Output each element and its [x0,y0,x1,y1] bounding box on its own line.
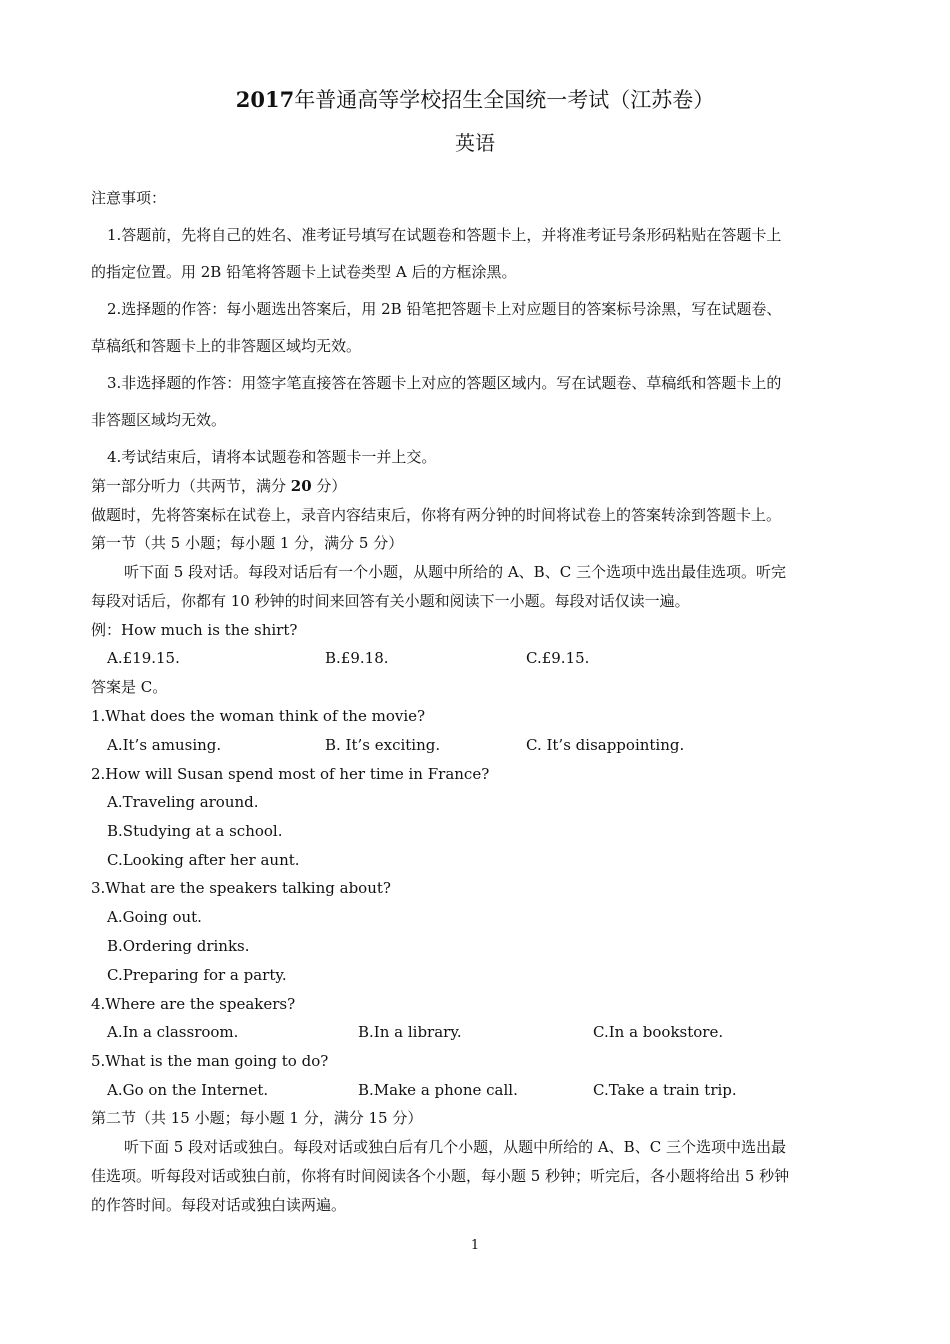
question-1-option-a: A.It’s amusing. [107,736,222,754]
question-4-option-a: A.In a classroom. [107,1023,239,1041]
example-option-c: C.£9.15. [526,649,590,667]
title-text: 年普通高等学校招生全国统一考试（江苏卷） [294,88,715,112]
part1-instruction: 做题时，先将答案标在试卷上，录音内容结束后，你将有两分钟的时间将试卷上的答案转涂到答题卡上。 [91,506,782,524]
question-4-option-b: B.In a library. [358,1023,462,1041]
section2-instruction-line1: 听下面 5 段对话或独白。每段对话或独白后有几个小题，从题中所给的 A、B、C 三个选项中选出最 [124,1138,786,1156]
question-4: 4.Where are the speakers? [91,995,296,1013]
subject-title: 英语 [455,131,495,155]
example-answer: 答案是 C。 [91,678,168,696]
exam-title [0,87,950,112]
section2-instruction-line2: 佳选项。听每段对话或独白前，你将有时间阅读各个小题，每小题 5 秒钟；听完后，各小题将给出 5 秒钟 [91,1167,790,1185]
notice-item-1-line2: 的指定位置。用 2B 铅笔将答题卡上试卷类型 A 后的方框涂黑。 [91,263,517,281]
question-3-option-a: A.Going out. [107,908,202,926]
question-2-option-c: C.Looking after her aunt. [107,851,300,869]
question-1-option-b: B. It’s exciting. [325,736,441,754]
title-year: 2017 [235,87,295,112]
section1-instruction-line2: 每段对话后，你都有 10 秒钟的时间来回答有关小题和阅读下一小题。每段对话仅读一遍。 [91,592,690,610]
question-5-option-c: C.Take a train trip. [593,1081,737,1099]
notice-item-3-line2: 非答题区域均无效。 [91,411,227,429]
question-2-option-b: B.Studying at a school. [107,822,283,840]
notice-item-4: 4.考试结束后，请将本试题卷和答题卡一并上交。 [107,448,437,466]
question-3-option-b: B.Ordering drinks. [107,937,250,955]
part1-heading-pre: 第一部分听力（共两节，满分 [91,477,291,495]
example-option-b: B.£9.18. [325,649,389,667]
question-1: 1.What does the woman think of the movie? [91,707,426,725]
notice-item-2-line2: 草稿纸和答题卡上的非答题区域均无效。 [91,337,362,355]
question-5-option-a: A.Go on the Internet. [107,1081,269,1099]
example-option-a: A.£19.15. [107,649,180,667]
question-5: 5.What is the man going to do? [91,1052,329,1070]
question-3-option-c: C.Preparing for a party. [107,966,287,984]
notice-heading: 注意事项： [91,189,167,207]
notice-item-3-line1: 3.非选择题的作答：用签字笔直接答在答题卡上对应的答题区域内。写在试题卷、草稿纸和答题卡上的 [107,374,782,392]
part1-heading-post: 分） [311,477,347,495]
question-1-option-c: C. It’s disappointing. [526,736,685,754]
section2-heading: 第二节（共 15 小题；每小题 1 分，满分 15 分） [91,1109,423,1127]
question-3: 3.What are the speakers talking about? [91,879,391,897]
question-5-option-b: B.Make a phone call. [358,1081,518,1099]
section2-instruction-line3: 的作答时间。每段对话或独白读两遍。 [91,1196,347,1214]
notice-item-2-line1: 2.选择题的作答：每小题选出答案后，用 2B 铅笔把答题卡上对应题目的答案标号涂黑，写在试题卷、 [107,300,782,318]
question-2: 2.How will Susan spend most of her time in France? [91,765,490,783]
question-4-option-c: C.In a bookstore. [593,1023,724,1041]
example-question: 例：How much is the shirt? [91,621,298,639]
part1-heading [91,476,346,496]
part1-heading-score: 20 [290,477,312,495]
notice-item-1-line1: 1.答题前，先将自己的姓名、准考证号填写在试题卷和答题卡上，并将准考证号条形码粘贴在答题卡上 [107,226,782,244]
question-2-option-a: A.Traveling around. [107,793,259,811]
section1-heading: 第一节（共 5 小题；每小题 1 分，满分 5 分） [91,534,404,552]
section1-instruction-line1: 听下面 5 段对话。每段对话后有一个小题，从题中所给的 A、B、C 三个选项中选出最佳选项。听完 [124,563,786,581]
page-number: 1 [470,1238,480,1253]
